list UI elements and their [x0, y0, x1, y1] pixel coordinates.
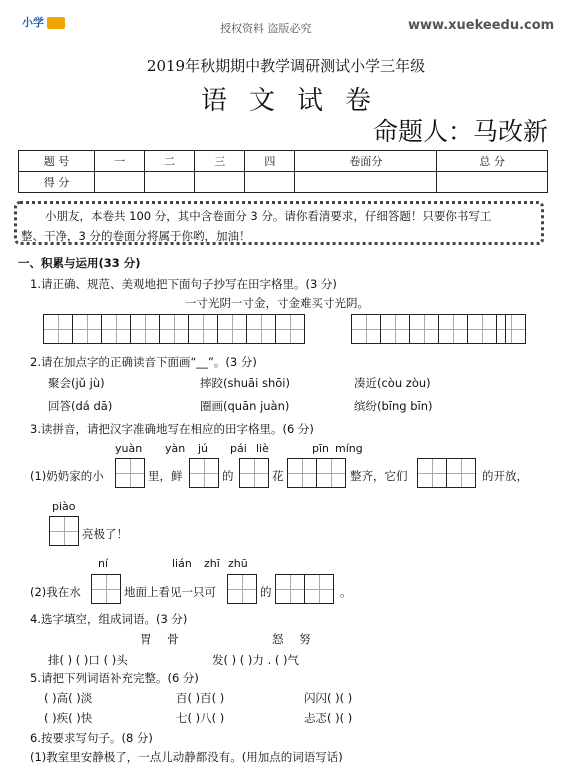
q3-text: 里，鲜 — [148, 469, 183, 483]
choice-chars: 胃 骨 — [140, 632, 185, 646]
score-col-2: 二 — [145, 151, 195, 172]
score-col-3: 三 — [195, 151, 245, 172]
question-4: 4.选字填空，组成词语。(3 分) — [30, 612, 188, 626]
header-url: www.xuekeedu.com — [408, 18, 555, 33]
instructions-box — [14, 201, 544, 245]
q3-text: (1)奶奶家的小 — [30, 469, 104, 483]
fill-blanks: ( )疾( )快 — [44, 711, 93, 725]
q3-text: 整齐，它们 — [350, 469, 408, 483]
score-table-score-row — [19, 172, 548, 193]
answer-grid[interactable] — [276, 574, 334, 604]
score-col-1: 一 — [95, 151, 145, 172]
question-5: 5.请把下列词语补充完整。(6 分) — [30, 671, 199, 685]
writing-grid-1[interactable] — [44, 314, 305, 344]
q3-text: 的 — [260, 585, 272, 599]
instructions-line: 小朋友，本卷共 100 分，其中含卷面分 3 分。请你看清要求，仔细答题！只要你书写工 — [45, 209, 492, 223]
pinyin: zhī — [204, 557, 220, 570]
reading-option: 聚会(jǔ jù) — [48, 376, 105, 390]
fill-blanks: 排( ) ( )口 ( )头 — [48, 653, 128, 667]
question-2: 2.请在加点字的正确读音下面画“__”。(3 分) — [30, 355, 257, 369]
q3-text: 。 — [340, 585, 352, 599]
pinyin: jú — [198, 442, 209, 455]
q3-text: 地面上看见一只可 — [124, 585, 216, 599]
question-6: 6.按要求写句子。(8 分) — [30, 731, 153, 745]
pinyin: pái — [230, 442, 247, 455]
pinyin: piào — [52, 500, 76, 513]
pinyin: yuàn — [115, 442, 143, 455]
answer-grid[interactable] — [190, 458, 219, 488]
graduation-cap-icon — [47, 17, 65, 29]
score-cell[interactable] — [145, 172, 195, 193]
answer-grid[interactable] — [418, 458, 476, 488]
score-cell[interactable] — [437, 172, 548, 193]
writing-grid-2[interactable] — [352, 314, 526, 344]
q3-text: 花 — [272, 469, 284, 483]
score-col-4: 四 — [245, 151, 295, 172]
choice-chars: 怒 努 — [272, 632, 317, 646]
fill-blanks: 百( )百( ) — [176, 691, 225, 705]
answer-grid[interactable] — [240, 458, 269, 488]
exam-subject: 语文试卷 — [200, 86, 393, 116]
pinyin: ní — [98, 557, 109, 570]
score-cell[interactable] — [245, 172, 295, 193]
score-cell[interactable] — [95, 172, 145, 193]
answer-grid[interactable] — [228, 574, 257, 604]
header-notice: 授权资料 盗版必究 — [220, 22, 312, 35]
score-row-label: 得 分 — [19, 172, 95, 193]
pinyin: lián — [172, 557, 192, 570]
question-3: 3.读拼音，请把汉字准确地写在相应的田字格里。(6 分) — [30, 422, 314, 436]
pinyin: pīn — [312, 442, 330, 455]
pinyin: liè — [256, 442, 269, 455]
score-col-total: 总 分 — [437, 151, 548, 172]
reading-option: 圈画(quān juàn) — [200, 399, 290, 413]
score-table — [18, 150, 548, 193]
answer-grid[interactable] — [288, 458, 346, 488]
exam-title: 2019年秋期期中教学调研测试小学三年级 — [146, 57, 426, 75]
grid-divider — [505, 314, 506, 344]
fill-blanks: 发( ) ( )力 . ( )气 — [212, 653, 300, 667]
question-1: 1.请正确、规范、美观地把下面句子抄写在田字格里。(3 分) — [30, 277, 337, 291]
fill-blanks: 闪闪( )( ) — [304, 691, 353, 705]
score-col-label: 题 号 — [19, 151, 95, 172]
score-cell[interactable] — [295, 172, 437, 193]
answer-grid[interactable] — [50, 516, 79, 546]
score-table-header-row — [19, 151, 548, 172]
q3-text: 的开放， — [482, 469, 528, 483]
pinyin: zhū — [228, 557, 248, 570]
q3-text: (2)我在水 — [30, 585, 81, 599]
reading-option: 回答(dá dā) — [48, 399, 113, 413]
q3-text: 亮极了！ — [82, 527, 128, 541]
reading-option: 凑近(còu zòu) — [354, 376, 431, 390]
reading-option: 摔跤(shuāi shōi) — [200, 376, 290, 390]
pinyin: míng — [335, 442, 363, 455]
fill-blanks: 七( )八( ) — [176, 711, 225, 725]
question-1-sentence: 一寸光阴一寸金，寸金难买寸光阴。 — [185, 296, 369, 310]
section-heading: 一、积累与运用(33 分) — [18, 256, 141, 270]
score-cell[interactable] — [195, 172, 245, 193]
site-logo: 小学 — [22, 14, 65, 30]
fill-blanks: ( )高( )淡 — [44, 691, 93, 705]
exam-author: 命题人：马改新 — [372, 117, 548, 146]
answer-grid[interactable] — [92, 574, 121, 604]
answer-grid[interactable] — [116, 458, 145, 488]
fill-blanks: 忐忑( )( ) — [304, 711, 353, 725]
question-6-sub1: (1)教室里安静极了，一点儿动静都没有。(用加点的词语写话) — [30, 750, 343, 764]
instructions-line: 整、干净，3 分的卷面分将属于你哟，加油！ — [21, 229, 251, 243]
reading-option: 缤纷(bīng bīn) — [354, 399, 433, 413]
pinyin: yàn — [165, 442, 186, 455]
score-col-neatness: 卷面分 — [295, 151, 437, 172]
q3-text: 的 — [222, 469, 234, 483]
